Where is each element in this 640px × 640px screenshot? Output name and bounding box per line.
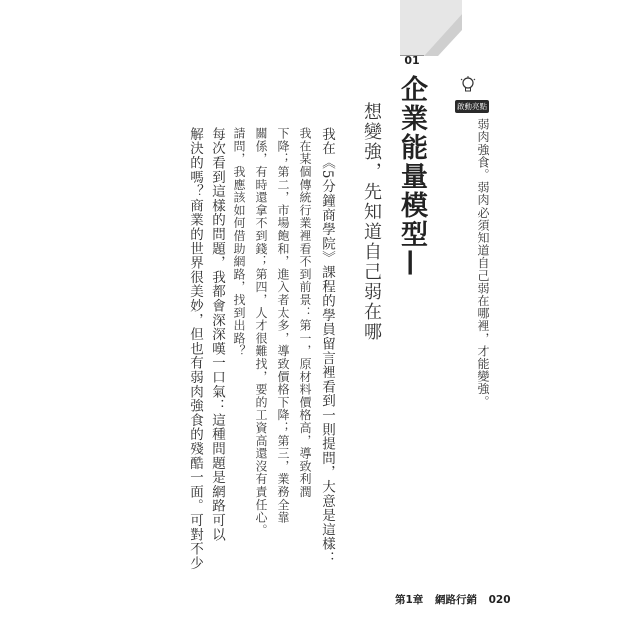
body-paragraph: 我在《5分鐘商學院》課程的學員留言裡看到一則提問，大意是這樣：	[319, 127, 335, 566]
chapter-number: 01	[404, 54, 420, 67]
highlight-line: 弱肉強食。弱肉必須知道自己弱在哪裡，才能變強。	[476, 118, 490, 408]
footer-chapter-name: 網路行銷	[434, 594, 477, 606]
footer-chapter-label: 第1章	[395, 594, 424, 606]
chapter-ribbon-decoration	[400, 0, 462, 56]
quote-line: 關係，有時還拿不到錢；第四，人才很難找，要的工資高還沒有責任心。	[254, 127, 268, 537]
chapter-subtitle: 想變強，先知道自己弱在哪	[361, 102, 382, 342]
body-paragraph: 每次看到這樣的問題，我都會深深嘆一口氣：這種問題是網路可以	[209, 127, 225, 542]
page-number: 020	[488, 594, 511, 606]
chapter-title: 企業能量模型—	[396, 75, 427, 278]
lightbulb-icon	[460, 76, 476, 94]
highlight-label: 啟動亮點	[457, 102, 487, 111]
quote-line: 請問，我應該如何借助網路，找到出路？	[232, 127, 246, 358]
body-text	[184, 127, 338, 571]
quote-line: 我在某個傳統行業裡看不到前景：第一，原材料價格高，導致利潤	[298, 127, 312, 499]
highlight-text	[455, 118, 491, 408]
body-paragraph: 解決的嗎？商業的世界很美妙，但也有弱肉強食的殘酷一面。可對不少	[187, 127, 203, 571]
page-footer	[395, 592, 535, 607]
quote-line: 下降；第二，市場飽和，進入者太多，導致價格下降；第三，業務全靠	[276, 127, 290, 524]
